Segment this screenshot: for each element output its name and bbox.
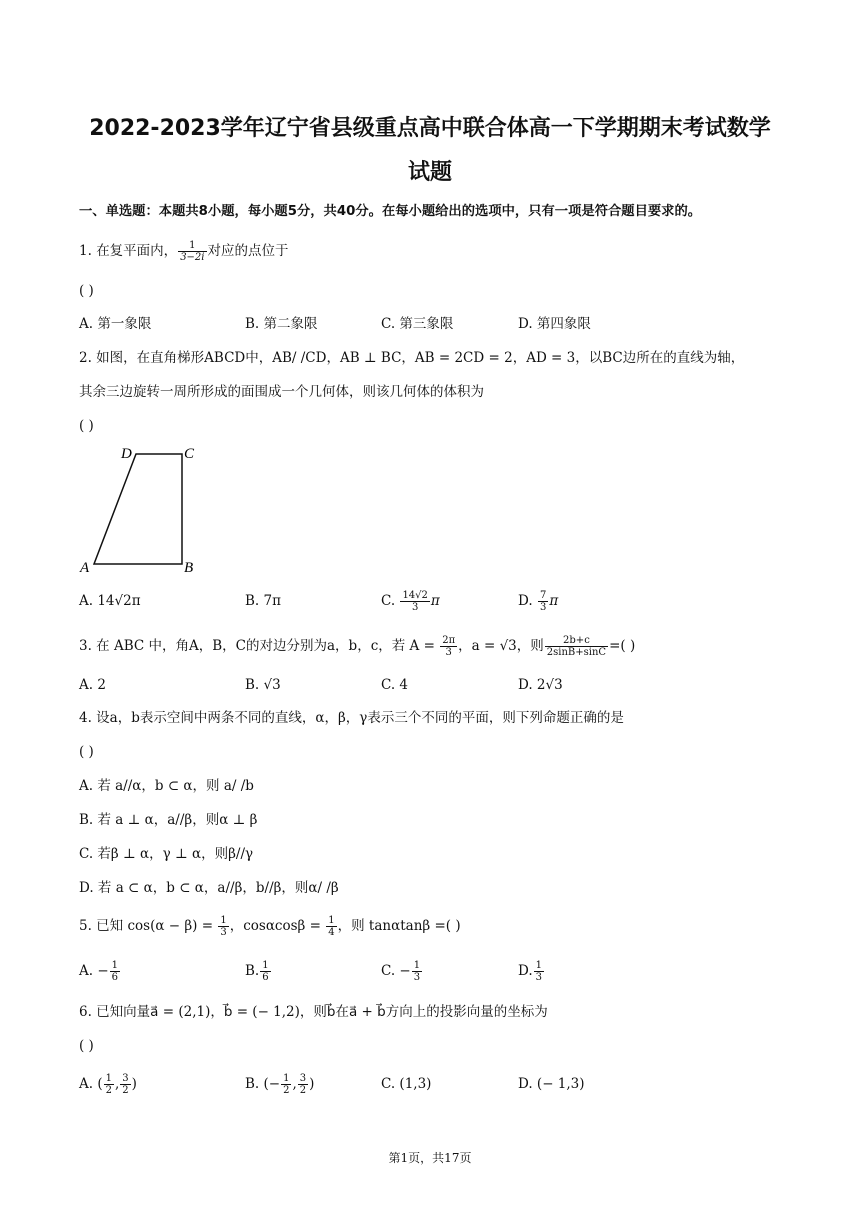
question-4: 4. 设a，b表示空间中两条不同的直线，α，β，γ表示三个不同的平面，则下列命题正确的是 — [79, 710, 624, 726]
fraction: $\frac{1}{6}$ — [262, 960, 269, 983]
vertex-label-d: D — [121, 446, 132, 462]
trapezoid-shape — [94, 454, 182, 564]
answer-paren: ( ) — [79, 1038, 94, 1054]
option-c: C. − $\frac{1}{3}$ — [381, 960, 421, 983]
option-b: B. 7π — [245, 593, 281, 609]
option-b: B. √3 — [245, 677, 281, 693]
vertex-label-a: A — [80, 560, 90, 576]
fraction: $\frac{1}{3-2i}$ — [180, 240, 205, 263]
option-a: A. − $\frac{1}{6}$ — [79, 960, 119, 983]
fraction: $\frac{1}{2}$ — [105, 1073, 112, 1096]
page-title-continued: 试题 — [407, 160, 452, 185]
option-d: D. $\frac{1}{3}$ — [518, 960, 543, 983]
vertex-label-c: C — [184, 446, 195, 462]
answer-paren: ( ) — [79, 744, 94, 760]
fraction: $\frac{7}{3}$ — [539, 590, 547, 613]
option-d: D. (− 1,3) — [518, 1076, 585, 1092]
option-a: A. 第一象限 — [79, 316, 152, 332]
fraction: $\frac{3}{2}$ — [299, 1073, 307, 1096]
section-heading: 一、单选题：本题共8小题，每小题5分，共40分。在每小题给出的选项中，只有一项是符合题目要求的。 — [79, 204, 702, 219]
fraction: $\frac{2\pi}{3}$ — [442, 635, 456, 658]
option-a: A. 2 — [79, 677, 106, 693]
option-b: B. $\frac{1}{6}$ — [245, 960, 269, 983]
option-d: D. 若 a ⊂ α，b ⊂ α，a//β，b//β，则α/ /β — [79, 880, 339, 896]
page-footer: 第1页，共17页 — [388, 1151, 472, 1165]
trapezoid-figure — [78, 440, 208, 580]
fraction: $\frac{1}{3}$ — [535, 960, 543, 983]
question-2: 2. 如图，在直角梯形ABCD中，AB/ /CD，AB ⊥ BC，AB = 2CD = 2，AD = 3，以BC边所在的直线为轴， — [79, 350, 745, 366]
fraction: $\frac{1}{3}$ — [413, 960, 421, 983]
fraction: $\frac{3}{2}$ — [122, 1073, 129, 1096]
option-a: A. 14√2π — [79, 593, 141, 609]
option-d: D. $\frac{7}{3}$ π — [518, 590, 559, 613]
option-d: D. 2√3 — [518, 677, 563, 693]
question-2-continued: 其余三边旋转一周所形成的面围成一个几何体，则该几何体的体积为 — [79, 384, 484, 400]
question-6: 6. 已知向量a⃗ = (2,1)，b⃗ = (− 1,2)，则b⃗在a⃗ + b⃗方向上的投影向量的坐标为 — [79, 1004, 548, 1020]
question-5: 5. 已知 cos(α − β) = $\frac{1}{3}$ ，cosαcosβ = $\frac{1}{4}$ ，则 tanαtanβ =( ) — [79, 915, 461, 938]
option-b: B. (− $\frac{1}{2}$ , $\frac{3}{2}$ ) — [245, 1073, 315, 1096]
fraction: $\frac{1}{4}$ — [328, 915, 335, 938]
fraction: $\frac{1}{2}$ — [283, 1073, 290, 1096]
question-3: 3. 在 ABC 中，角A，B，C的对边分别为a，b，c，若 A = $\frac{2\pi}{3}$ ，a = √3，则 $\frac{2b+c}{2\sin B+\sin C}$ =( ) — [79, 635, 636, 658]
page-title: 2022-2023学年辽宁省县级重点高中联合体高一下学期期末考试数学 — [89, 116, 771, 141]
fraction: $\frac{1}{3}$ — [220, 915, 227, 938]
option-c: C. 若β ⊥ α，γ ⊥ α，则β//γ — [79, 846, 254, 862]
option-b: B. 第二象限 — [245, 316, 318, 332]
option-c: C. $\frac{14√2}{3}$ π — [381, 590, 440, 613]
vertex-label-b: B — [184, 560, 194, 576]
fraction: $\frac{2b+c}{2\sin B+\sin C}$ — [546, 635, 607, 658]
answer-paren: ( ) — [79, 283, 94, 299]
option-a: A. 若 a//α，b ⊂ α，则 a/ /b — [79, 778, 254, 794]
answer-paren: ( ) — [79, 418, 94, 434]
option-c: C. 第三象限 — [381, 316, 454, 332]
question-1: 1. 在复平面内， $\frac{1}{3-2i}$ 对应的点位于 — [79, 240, 289, 263]
option-c: C. 4 — [381, 677, 409, 693]
fraction: $\frac{14√2}{3}$ — [402, 590, 428, 613]
option-c: C. (1,3) — [381, 1076, 432, 1092]
option-a: A. ( $\frac{1}{2}$ , $\frac{3}{2}$ ) — [79, 1073, 137, 1096]
option-b: B. 若 a ⊥ α，a//β，则α ⊥ β — [79, 812, 258, 828]
fraction: $\frac{1}{6}$ — [111, 960, 119, 983]
option-d: D. 第四象限 — [518, 316, 591, 332]
